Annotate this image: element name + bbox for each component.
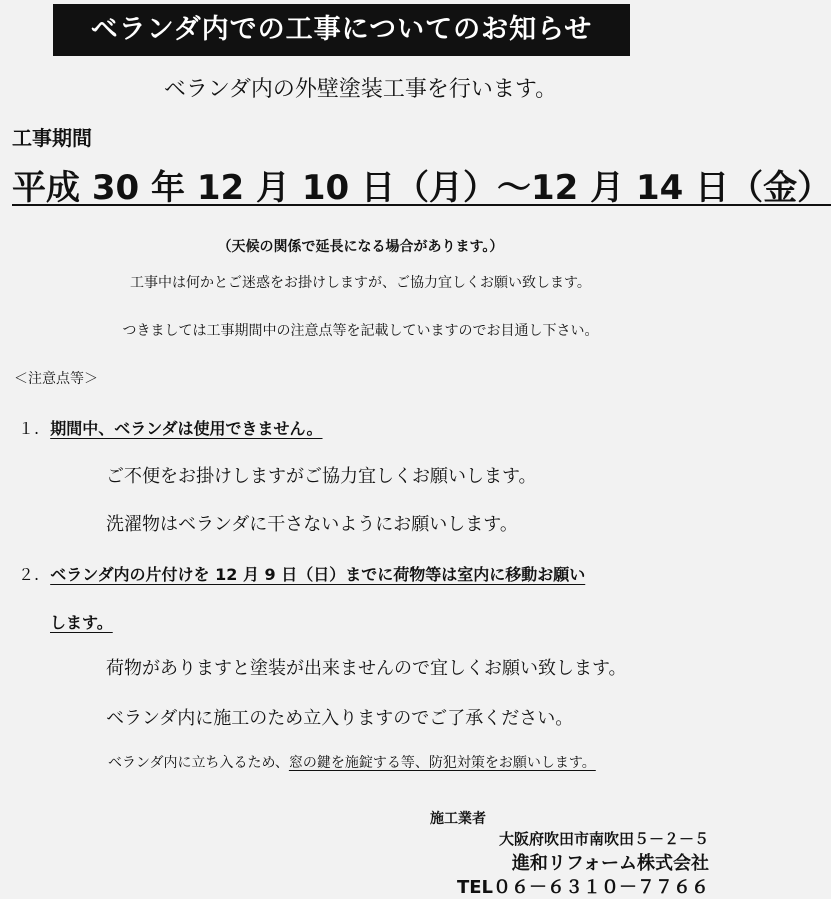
item2-line3-underlined: 窓の鍵を施錠する等、防犯対策をお願いします。	[288, 755, 596, 771]
apology-text: 工事中は何かとご迷惑をお掛けしますが、ご協力宜しくお願い致します。	[130, 275, 591, 291]
read-request-text: つきましては工事期間中の注意点等を記載していますのでお目通し下さい。	[122, 323, 599, 339]
item1-line2: 洗濯物はベランダに干さないようにお願いします。	[106, 514, 518, 535]
weather-note: （天候の関係で延長になる場合があります。）	[217, 239, 504, 255]
period-dates: 平成 30 年 12 月 10 日（月）～12 月 14 日（金）	[12, 168, 831, 208]
note-item-2	[18, 562, 585, 585]
contractor-address: 大阪府吹田市南吹田５－２－５	[498, 830, 709, 848]
item2-line2: ベランダ内に施工のため立入りますのでご了承ください。	[106, 708, 574, 729]
notice-title: ベランダ内での工事についてのお知らせ	[53, 4, 630, 56]
intro-text: ベランダ内の外壁塗装工事を行います。	[163, 77, 558, 102]
item-number: １.	[18, 419, 40, 438]
contractor-label: 施工業者	[430, 811, 486, 827]
item2-title-cont: します。	[50, 613, 113, 632]
item2-line1: 荷物がありますと塗装が出来ませんので宜しくお願い致します。	[106, 658, 627, 679]
item-title: 期間中、ベランダは使用できません。	[50, 419, 323, 438]
notes-heading: ＜注意点等＞	[14, 371, 98, 387]
note-item-1	[18, 416, 323, 439]
item1-line1: ご不便をお掛けしますがご協力宜しくお願いします。	[106, 466, 537, 487]
period-heading: 工事期間	[12, 126, 92, 150]
item2-line3	[108, 752, 596, 772]
contractor-tel: TEL０６－６３１０－７７６６	[456, 877, 709, 898]
item2-line3-plain: ベランダ内に立ち入るため、	[108, 755, 289, 771]
item-number: ２.	[18, 565, 40, 584]
item-title: ベランダ内の片付けを 12 月 9 日（日）までに荷物等は室内に移動お願い	[50, 565, 586, 584]
contractor-company: 進和リフォーム株式会社	[511, 853, 709, 874]
